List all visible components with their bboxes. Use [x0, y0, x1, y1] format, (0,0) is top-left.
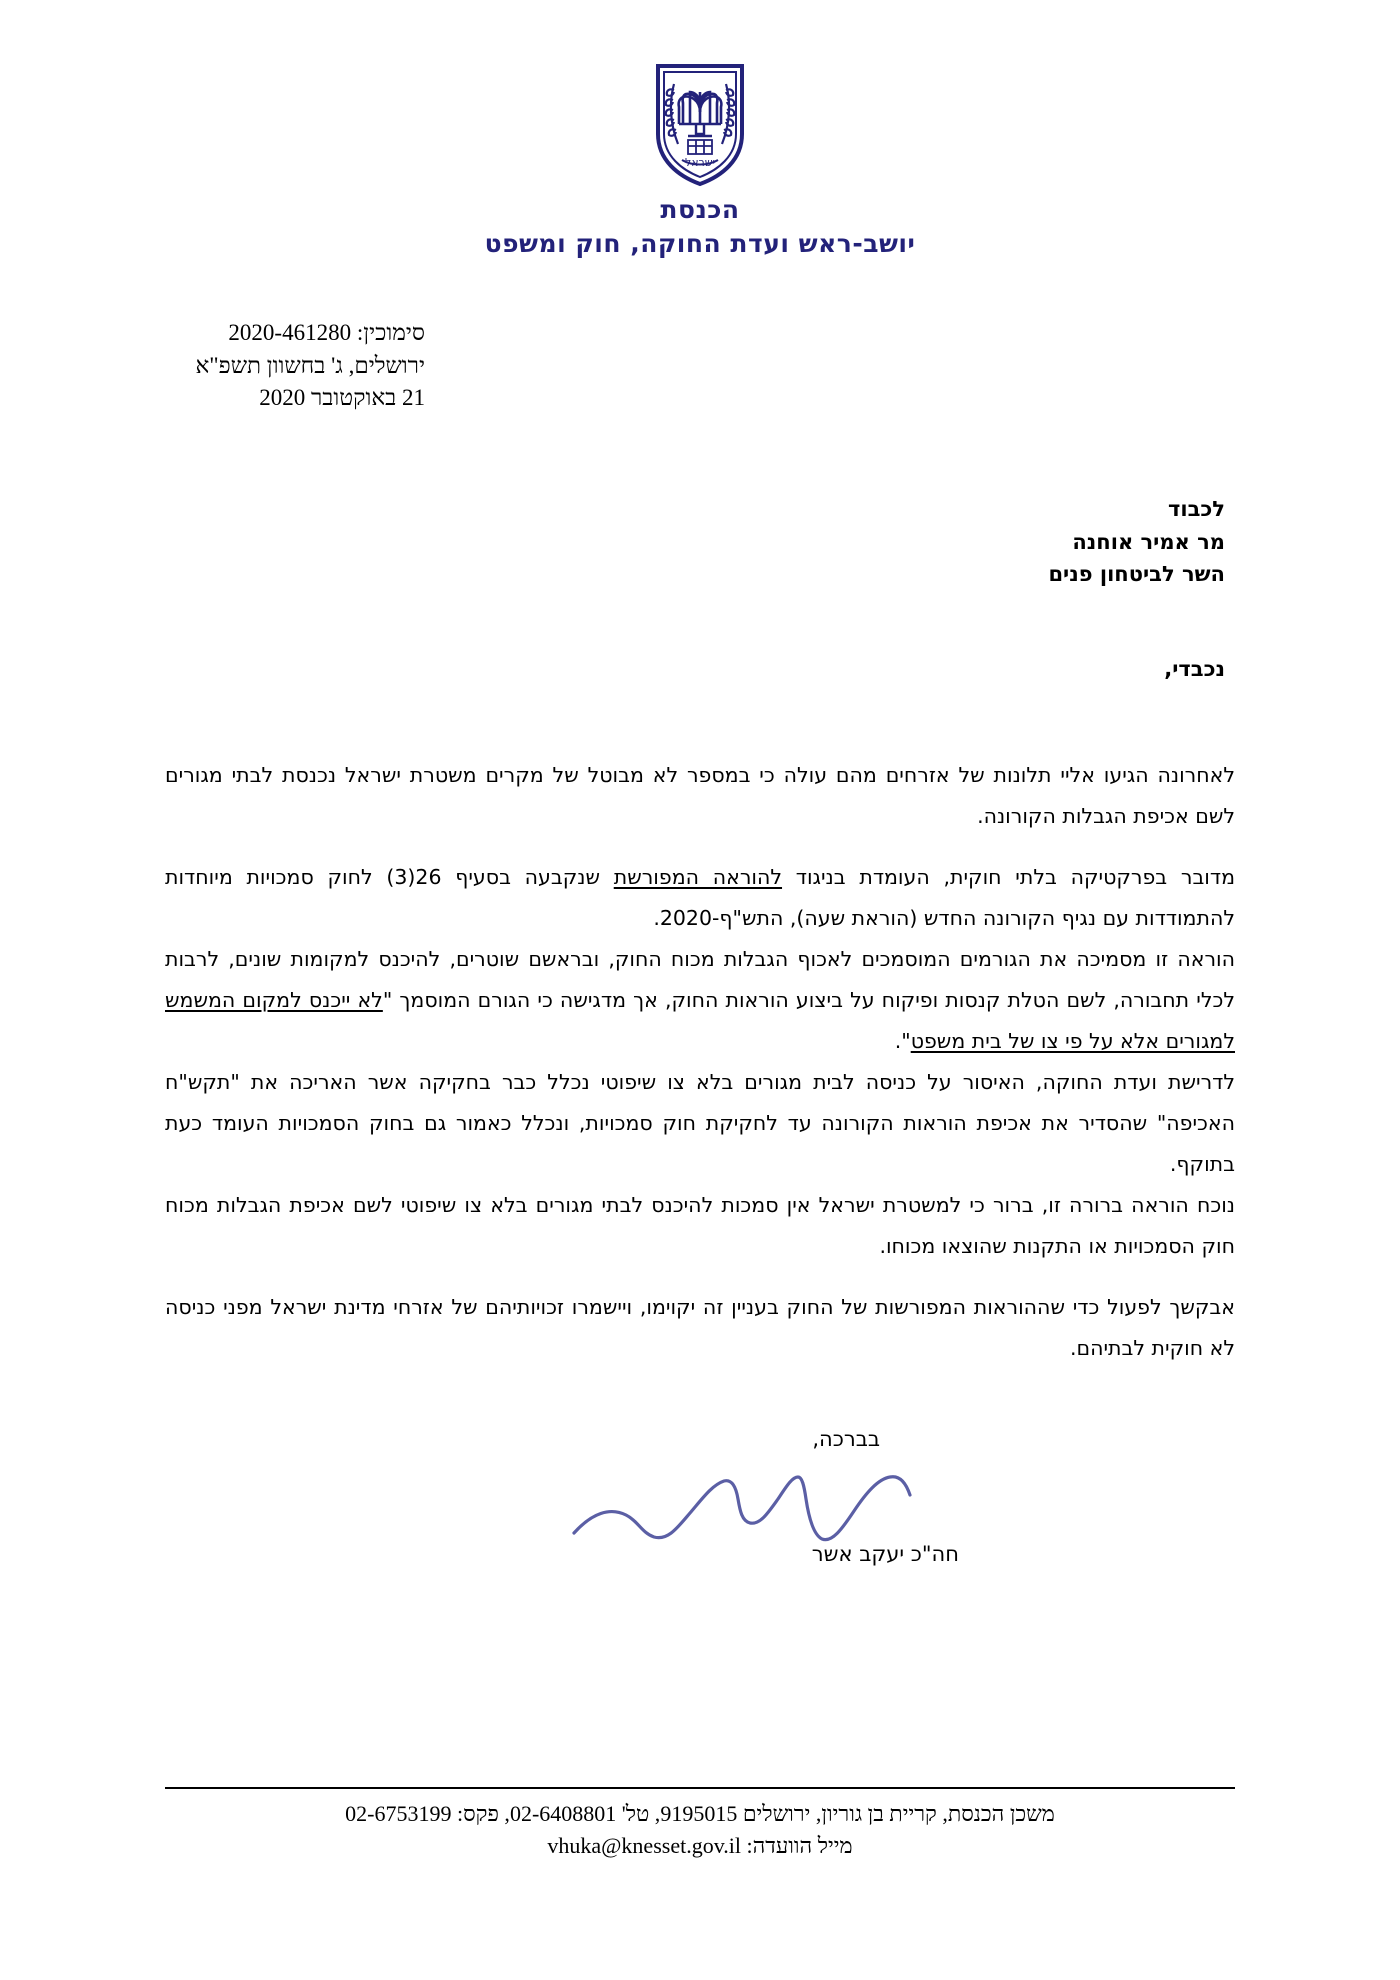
paragraph-5: נוכח הוראה ברורה זו, ברור כי למשטרת ישראל אין סמכות להיכנס לבתי מגורים בלא צו שיפוטי לשם אכיפת הגבלות מכוח חוק הסמכויות או התקנות שהוצאו מכוחו. [165, 1192, 1235, 1258]
hebrew-date: ירושלים, ג' בחשוון תשפ"א [195, 352, 425, 378]
letter-body [165, 755, 1235, 1369]
page-footer [165, 1787, 1235, 1862]
paragraph-6: אבקשך לפעול כדי שההוראות המפורשות של החוק בעניין זה יקוימו, ויישמרו זכויותיהם של אזרחי מדינת ישראל מפני כניסה לא חוקית לבתיהם. [165, 1294, 1235, 1360]
addressee-honorific: לכבוד [1168, 496, 1225, 521]
statute-quote-underline: לא ייכנס למקום המשמש למגורים אלא על פי צו של בית משפט [165, 987, 1235, 1053]
footer-email-label: מייל הוועדה: [746, 1833, 853, 1859]
letterhead [165, 194, 1235, 261]
organization-name: הכנסת [660, 195, 740, 224]
footer-divider [165, 1787, 1235, 1789]
legal-reference-underline: להוראה המפורשת [613, 864, 783, 889]
paragraph-2-pre: מדובר בפרקטיקה בלתי חוקית, העומדת בניגוד [782, 864, 1235, 889]
paragraph-1: לאחרונה הגיעו אליי תלונות של אזרחים מהם עולה כי במספר לא מבוטל של מקרים משטרת ישראל נכנסת לבתי מגורים לשם אכיפת הגבלות הקורונה. [165, 762, 1235, 828]
handwritten-signature-icon [570, 1455, 990, 1550]
addressee-name: מר אמיר אוחנה [1072, 529, 1225, 554]
addressee-role: השר לביטחון פנים [1048, 562, 1225, 587]
paragraph-3-post: ". [894, 1028, 911, 1053]
knesset-menorah-emblem-icon [652, 62, 748, 188]
committee-chair-title: יושב-ראש ועדת החוקה, חוק ומשפט [484, 229, 916, 259]
paragraph-2-post: שנקבעה בסעיף 26(3) לחוק סמכויות מיוחדות להתמודדות עם נגיף הקורונה החדש (הוראת שעה), התש"ף-2020. [165, 864, 1235, 930]
footer-email-address[interactable]: vhuka@knesset.gov.il [547, 1833, 741, 1859]
emblem-inscription: ישראל [684, 156, 716, 169]
file-number: סימוכין: 2020-461280 [228, 320, 425, 345]
footer-address: משכן הכנסת, קריית בן גוריון, ירושלים 9195015, טל' 02-6408801, פקס: 02-6753199 [345, 1801, 1055, 1827]
emblem-container [165, 0, 1235, 188]
paragraph-2 [165, 857, 1235, 939]
signatory-name: חה"כ יעקב אשר [811, 1541, 959, 1566]
signature-greeting: בברכה, [812, 1426, 880, 1451]
salutation: נכבדי, [1164, 656, 1225, 681]
gregorian-date: 21 באוקטובר 2020 [259, 385, 425, 411]
paragraph-3-pre: הוראה זו מסמיכה את הגורמים המוסמכים לאכוף הגבלות מכוח החוק, ובראשם שוטרים, להיכנס למקומות שונים, לרבות לכלי תחבורה, לשם הטלת קנסות ופיקוח על ביצוע הוראות החוק, אך מדגישה כי הגורם המוסמך " [165, 946, 1235, 1012]
paragraph-3 [165, 939, 1235, 1062]
paragraph-4: לדרישת ועדת החוקה, האיסור על כניסה לבית מגורים בלא צו שיפוטי נכלל כבר בחקיקה אשר האריכה את "תקש"ח האכיפה" שהסדיר את אכיפת הוראות הקורונה עד לחקיקת חוק סמכויות, ונכלל כאמור גם בחוק הסמכויות העומד כעת בתוקף. [165, 1069, 1235, 1176]
addressee-block [165, 493, 1235, 591]
footer-email-line [165, 1830, 1235, 1862]
reference-block [165, 317, 425, 415]
signature-block [165, 1427, 1235, 1607]
